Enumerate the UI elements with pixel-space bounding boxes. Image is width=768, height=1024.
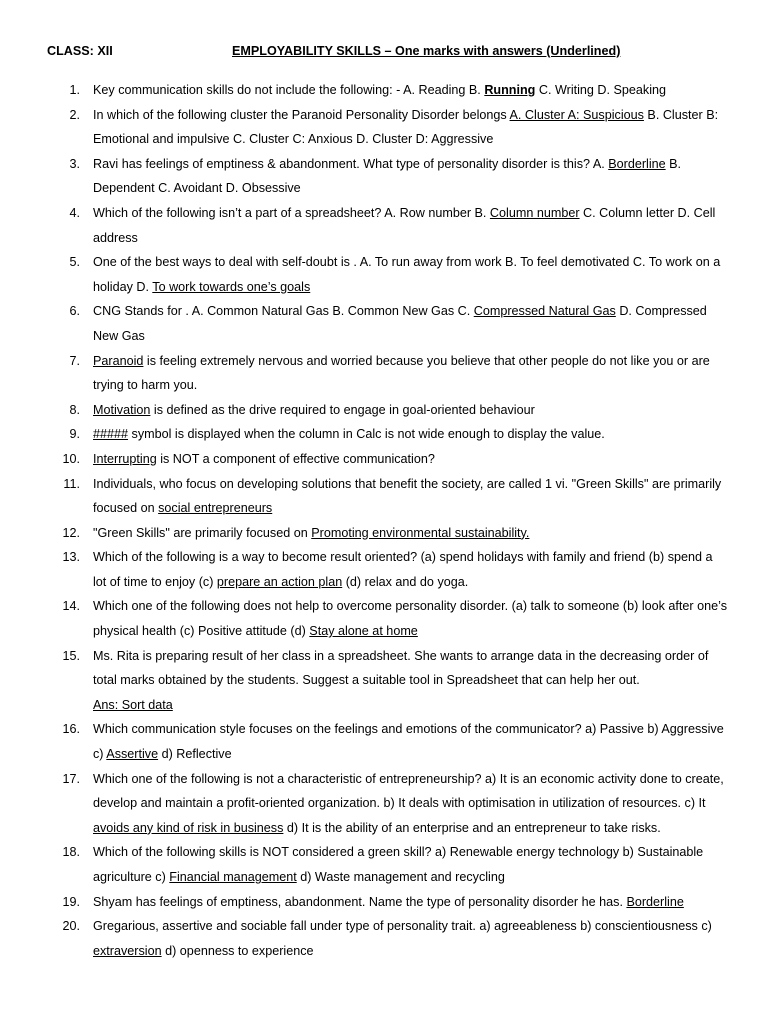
question-item: [0, 250, 768, 299]
question-number: 4.: [69, 205, 80, 220]
answer-text: A. Cluster A: Suspicious: [509, 107, 644, 122]
answer-text: Promoting environmental sustainability.: [311, 525, 530, 540]
answer-text: Borderline: [626, 894, 684, 909]
question-text: Which one of the following does not help to overcome personality disorder. (a) talk to someone (b) look after one’s physical health (c) Positive attitude (d): [93, 599, 727, 639]
question-list: [0, 78, 768, 963]
question-text: d) openness to experience: [161, 943, 314, 958]
question-item: [0, 717, 768, 766]
answer-text: extraversion: [93, 943, 162, 958]
question-text: Shyam has feelings of emptiness, abandonment. Name the type of personality disorder he has.: [93, 894, 627, 909]
question-number: 3.: [69, 156, 80, 171]
question-number: 15.: [62, 648, 80, 663]
answer-text: Stay alone at home: [309, 624, 418, 639]
question-item: [0, 103, 768, 152]
question-text: "Green Skills" are primarily focused on: [93, 525, 312, 540]
answer-text: Interrupting: [93, 451, 157, 466]
question-item: [0, 644, 768, 718]
question-item: [0, 398, 768, 423]
question-text: d) It is the ability of an enterprise and an entrepreneur to take risks.: [283, 820, 661, 835]
answer-text: Ans: Sort data: [93, 697, 173, 712]
question-text: C. Column letter D. Cell address: [93, 205, 716, 245]
answer-text: Motivation: [93, 402, 151, 417]
question-text: is NOT a component of effective communication?: [156, 451, 435, 466]
answer-text: #####: [93, 427, 129, 442]
answer-text: Paranoid: [93, 353, 144, 368]
question-number: 5.: [69, 255, 80, 270]
question-text: B. Cluster B: Emotional and impulsive C. Cluster C: Anxious D. Cluster D: Aggressive: [93, 107, 719, 147]
question-number: 8.: [69, 402, 80, 417]
question-item: [0, 422, 768, 447]
question-number: 16.: [62, 722, 80, 737]
answer-text: Column number: [489, 205, 580, 220]
question-text: B. Dependent C. Avoidant D. Obsessive: [93, 156, 682, 196]
question-number: 13.: [62, 550, 80, 565]
question-item: [0, 447, 768, 472]
question-text: In which of the following cluster the Paranoid Personality Disorder belongs: [93, 107, 510, 122]
question-item: [0, 890, 768, 915]
question-item: [0, 545, 768, 594]
question-number: 17.: [62, 771, 80, 786]
question-text: Which of the following skills is NOT considered a green skill? a) Renewable energy technology b) Sustainable agriculture c): [93, 845, 704, 884]
question-number: 6.: [69, 304, 80, 319]
question-text: CNG Stands for . A. Common Natural Gas B. Common New Gas C.: [93, 304, 474, 319]
question-text: C. Writing D. Speaking: [535, 83, 667, 97]
question-number: 18.: [62, 845, 80, 860]
question-number: 19.: [62, 894, 80, 909]
question-number: 11.: [63, 476, 80, 491]
question-text: is defined as the drive required to engage in goal-oriented behaviour: [150, 402, 535, 417]
question-item: [0, 152, 768, 201]
question-number: 9.: [69, 427, 80, 442]
question-text: Which communication style focuses on the feelings and emotions of the communicator? a) Passive b) Aggressive c): [93, 722, 724, 762]
question-text: symbol is displayed when the column in Calc is not wide enough to display the value.: [128, 427, 605, 442]
question-item: [0, 521, 768, 546]
answer-text: Borderline: [608, 156, 666, 171]
question-text: d) Waste management and recycling: [296, 870, 505, 884]
question-item: [0, 299, 768, 348]
answer-text: social entrepreneurs: [158, 501, 273, 516]
question-text: Gregarious, assertive and sociable fall under type of personality trait. a) agreeableness b) conscientiousness c): [93, 919, 712, 934]
question-text: Which of the following isn’t a part of a spreadsheet? A. Row number B.: [93, 205, 490, 220]
question-number: 20.: [62, 919, 80, 934]
question-text: Ms. Rita is preparing result of her class in a spreadsheet. She wants to arrange data in the decreasing order of total marks obtained by the students. Suggest a suitable tool in Spreadsheet that can help her out.: [93, 648, 709, 688]
question-text: Which of the following is a way to become result oriented? (a) spend holidays with family and friend (b) spend a lot of time to enjoy (c): [93, 550, 713, 589]
question-item: [0, 201, 768, 250]
question-text: One of the best ways to deal with self-doubt is . A. To run away from work B. To feel demotivated C. To work on a holiday D.: [93, 255, 721, 294]
question-number: 12.: [62, 525, 80, 540]
question-text: Ravi has feelings of emptiness & abandonment. What type of personality disorder is this? A.: [93, 156, 609, 171]
answer-text: To work towards one’s goals: [152, 279, 311, 294]
question-text: D. Compressed New Gas: [93, 304, 707, 343]
question-text: d) Reflective: [158, 747, 232, 762]
answer-text: prepare an action plan: [216, 574, 343, 589]
question-number: 7.: [69, 353, 80, 368]
question-number: 1.: [69, 83, 80, 97]
question-item: [0, 349, 768, 398]
document-title: EMPLOYABILITY SKILLS – One marks with answers (Underlined): [232, 44, 621, 58]
question-item: [0, 78, 768, 103]
answer-text: Compressed Natural Gas: [473, 304, 616, 319]
question-item: [0, 767, 768, 841]
answer-text: Running: [484, 83, 536, 97]
class-label: CLASS: XII: [47, 44, 113, 58]
document-header: [0, 44, 768, 62]
question-item: [0, 472, 768, 521]
answer-text: avoids any kind of risk in business: [93, 820, 284, 835]
question-item: [0, 840, 768, 889]
question-item: [0, 914, 768, 963]
question-text: Individuals, who focus on developing solutions that benefit the society, are called 1 vi. "Green Skills" are primarily focused on: [93, 476, 722, 516]
question-text: is feeling extremely nervous and worried because you believe that other people do not like you or are trying to harm you.: [93, 353, 710, 393]
question-number: 2.: [69, 107, 80, 122]
question-text: Which one of the following is not a characteristic of entrepreneurship? a) It is an economic activity done to create, develop and maintain a profit-oriented organization. b) It deals with optimisation in utilization of resources. c) It: [93, 771, 724, 811]
answer-text: Financial management: [169, 870, 297, 884]
question-number: 10.: [62, 451, 80, 466]
question-text: (d) relax and do yoga.: [342, 574, 469, 589]
answer-text: Assertive: [106, 747, 159, 762]
question-item: [0, 594, 768, 643]
question-number: 14.: [62, 599, 80, 614]
question-text: Key communication skills do not include the following: - A. Reading B.: [93, 83, 485, 97]
